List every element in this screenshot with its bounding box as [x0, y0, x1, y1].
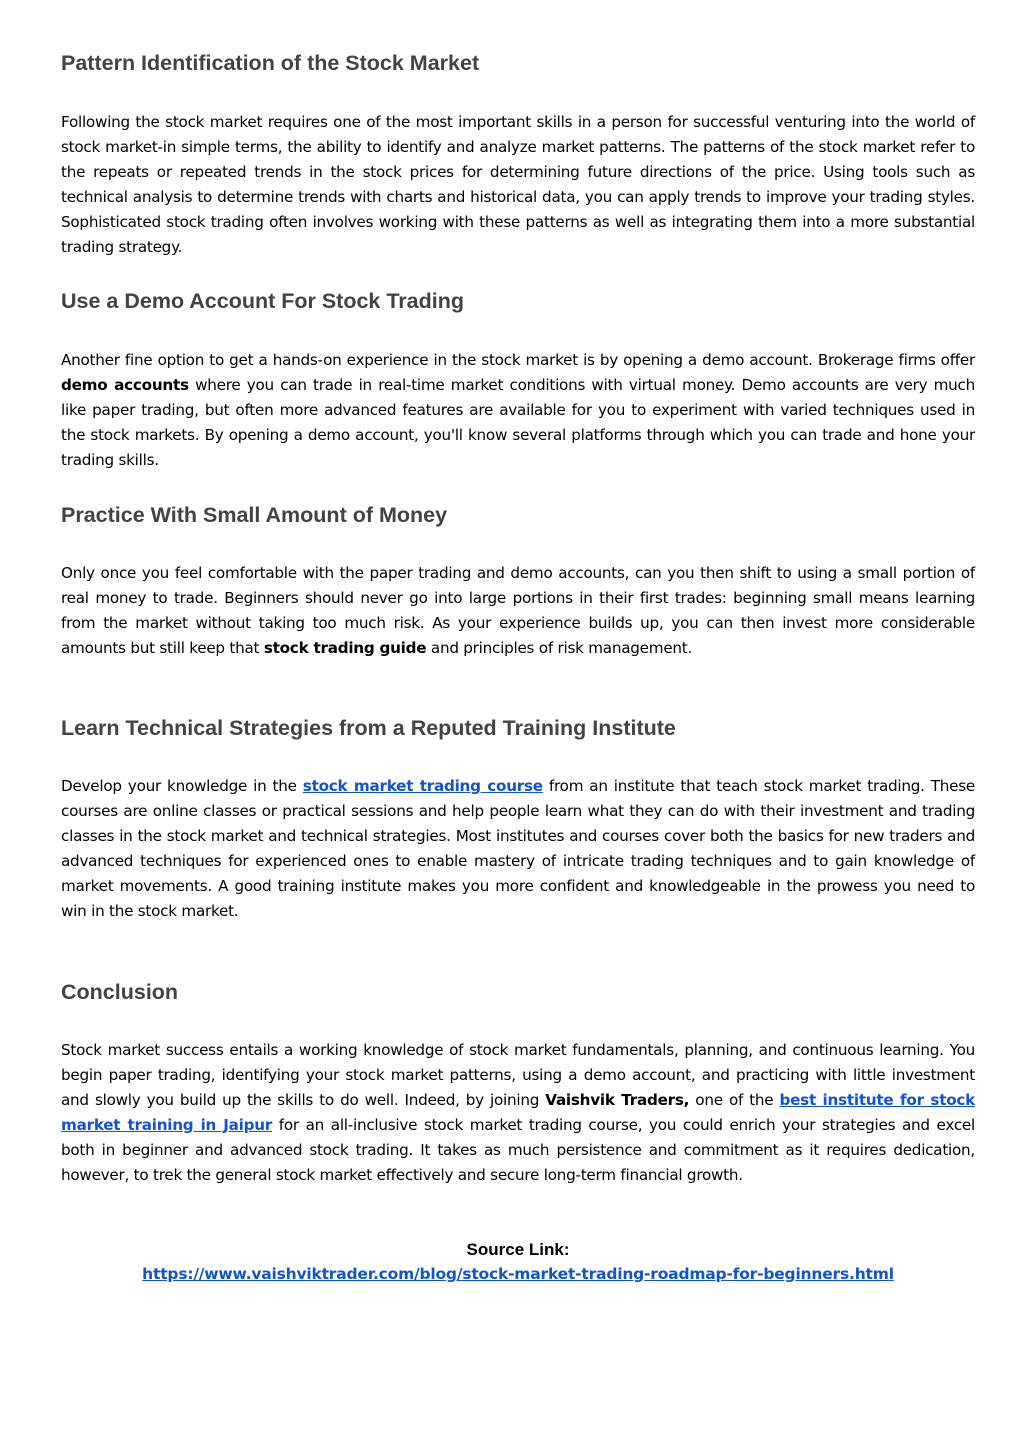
- section-heading-training-institute: Learn Technical Strategies from a Reputed Training Institute: [61, 716, 676, 740]
- section-paragraph-small-money: [61, 561, 975, 661]
- bold-phrase: Vaishvik Traders,: [545, 1091, 690, 1109]
- section-heading-demo-account: Use a Demo Account For Stock Trading: [61, 289, 464, 313]
- bold-phrase: stock trading guide: [263, 639, 427, 657]
- text-run: for an all-inclusive stock market trading course, you could enrich your strategies and excel both in beginner and advanced stock trading. It takes as much persistence and commitment as it requires dedication, however, to trek the general stock market effectively and secure long-term financial growth.: [61, 1116, 975, 1184]
- section-paragraph-patterns: [61, 110, 975, 260]
- inline-link[interactable]: best institute for stock market training in Jaipur: [61, 1091, 975, 1134]
- source-label: Source Link:: [466, 1240, 570, 1259]
- section-heading-small-money: Practice With Small Amount of Money: [61, 503, 448, 527]
- bold-phrase: demo accounts: [61, 376, 189, 394]
- section-paragraph-conclusion: [61, 1038, 975, 1188]
- source-link[interactable]: https://www.vaishviktrader.com/blog/stock-market-trading-roadmap-for-beginners.html: [142, 1265, 894, 1283]
- text-run: Following the stock market requires one of the most important skills in a person for successful venturing into the world of stock market-in simple terms, the ability to identify and analyze market patterns. The patterns of the stock market refer to the repeats or repeated trends in the stock prices for determining future directions of the price. Using tools such as technical analysis to determine trends with charts and historical data, you can apply trends to improve your trading styles. Sophisticated stock trading often involves working with these patterns as well as integrating them into a more substantial trading strategy.: [61, 113, 975, 256]
- text-run: where you can trade in real-time market conditions with virtual money. Demo accounts are very much like paper trading, but often more advanced features are available for you to experiment with varied techniques used in the stock markets. By opening a demo account, you'll know several platforms through which you can trade and hone your trading skills.: [61, 376, 975, 469]
- text-run: from an institute that teach stock market trading. These courses are online classes or practical sessions and help people learn what they can do with their investment and trading classes in the stock market and technical strategies. Most institutes and courses cover both the basics for new traders and advanced techniques for experienced ones to enable mastery of intricate trading techniques and to gain knowledge of market movements. A good training institute makes you more confident and knowledgeable in the prowess you need to win in the stock market.: [61, 777, 976, 920]
- section-heading-conclusion: Conclusion: [61, 980, 179, 1004]
- section-paragraph-training-institute: [61, 774, 975, 924]
- text-run: and principles of risk management.: [426, 639, 693, 657]
- section-heading-patterns: Pattern Identification of the Stock Market: [61, 51, 480, 75]
- inline-link[interactable]: stock market trading course: [302, 777, 543, 795]
- text-run: Only once you feel comfortable with the paper trading and demo accounts, can you then shift to using a small portion of real money to trade. Beginners should never go into large portions in their first trades: beginning small means learning from the market without taking too much risk. As your experience builds up, you can then invest more considerable amounts but still keep that: [61, 564, 975, 657]
- text-run: Stock market success entails a working knowledge of stock market fundamentals, planning, and continuous learning. You begin paper trading, identifying your stock market patterns, using a demo account, and practicing with little investment and slowly you build up the skills to do well. Indeed, by joining: [61, 1041, 975, 1109]
- source-block: [61, 1238, 975, 1287]
- text-run: Develop your knowledge in the: [61, 777, 303, 795]
- text-run: one of the: [689, 1091, 780, 1109]
- text-run: Another fine option to get a hands-on experience in the stock market is by opening a demo account. Brokerage firms offer: [61, 351, 975, 369]
- section-paragraph-demo-account: [61, 348, 975, 473]
